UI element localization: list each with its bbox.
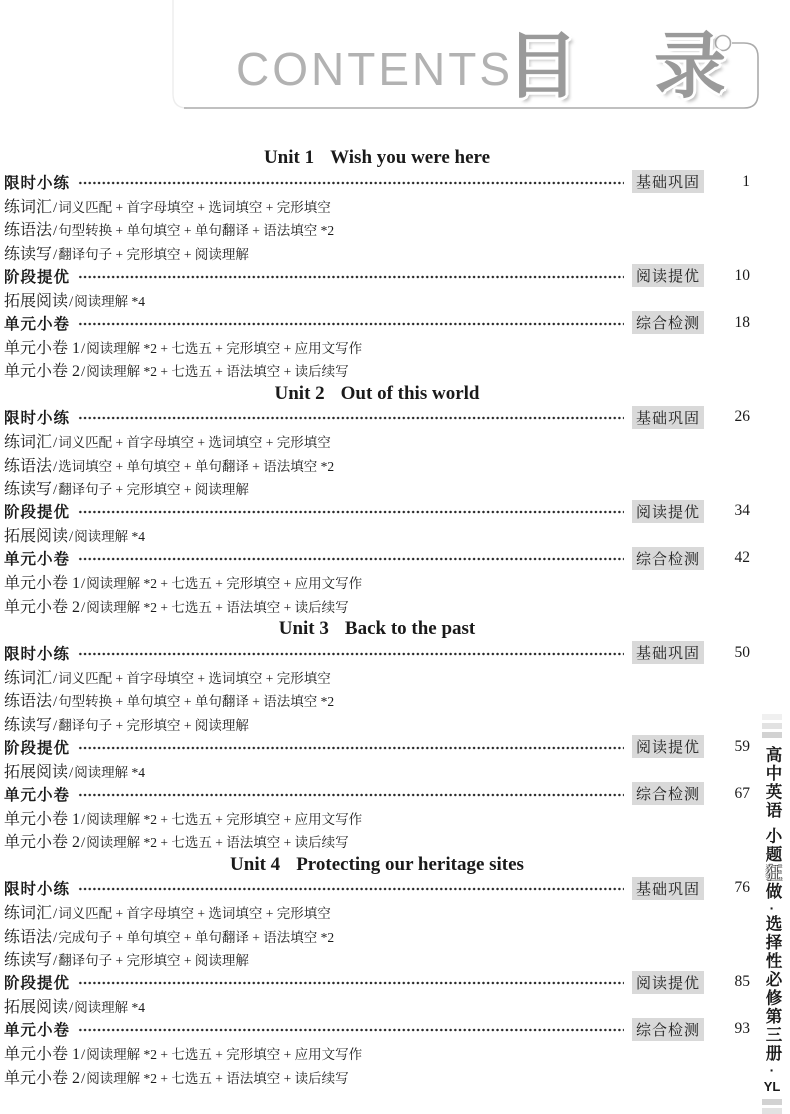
- subentry-slash: /: [81, 835, 86, 851]
- unit-block-4: [4, 853, 750, 1089]
- entry-label: 单元小卷: [4, 551, 71, 569]
- entry-page-number: 59: [734, 737, 750, 755]
- subentry-label: 练读写: [4, 481, 53, 498]
- toc-subentry: [4, 570, 750, 594]
- subentry-description: 词义匹配 + 首字母填空 + 选词填空 + 完形填空: [58, 435, 331, 450]
- entry-label: 限时小练: [4, 174, 71, 192]
- subentry-label: 拓展阅读: [4, 763, 69, 781]
- dotted-leader: [78, 317, 624, 331]
- entry-page-number: 67: [734, 784, 750, 802]
- toc-subentry: [4, 759, 750, 783]
- subentry-label: 练读写: [4, 245, 53, 263]
- toc-subentry: [4, 806, 750, 830]
- toc-subentry: [4, 453, 750, 477]
- tab-bar: [762, 1108, 782, 1114]
- subentry-description: 选词填空 + 单句填空 + 单句翻译 + 语法填空 *2: [58, 458, 335, 474]
- spine-separator-dot: ·: [769, 900, 775, 916]
- toc-subentry: [4, 288, 750, 312]
- subentry-label: 单元小卷 2: [4, 834, 81, 851]
- dotted-leader: [78, 741, 624, 755]
- toc-subentry: [4, 594, 750, 618]
- subentry-slash: /: [53, 482, 58, 498]
- subentry-slash: /: [69, 529, 74, 545]
- subentry-description: 完成句子 + 单句填空 + 单句翻译 + 语法填空 *2: [58, 929, 335, 945]
- subentry-label: 练词汇: [4, 198, 53, 216]
- entry-label: 阶段提优: [4, 504, 71, 522]
- subentry-label: 练读写: [4, 952, 53, 969]
- toc-entry: [4, 641, 750, 665]
- entry-page-number: 76: [734, 879, 750, 897]
- subentry-label: 练语法: [4, 928, 53, 946]
- subentry-description: 阅读理解 *2 + 七选五 + 语法填空 + 读后续写: [86, 364, 349, 379]
- toc-subentry: [4, 947, 750, 971]
- subentry-description: 阅读理解 *2 + 七选五 + 完形填空 + 应用文写作: [86, 340, 363, 356]
- entry-page-number: 10: [734, 266, 750, 284]
- toc-subentry: [4, 476, 750, 500]
- entry-label: 阶段提优: [4, 268, 71, 286]
- toc-entry: [4, 547, 750, 571]
- entry-page-number: 93: [734, 1020, 750, 1038]
- toc-subentry: [4, 429, 750, 453]
- subentry-label: 练词汇: [4, 669, 53, 687]
- subentry-label: 单元小卷 1: [4, 810, 81, 828]
- subentry-slash: /: [53, 953, 58, 969]
- toc-subentry: [4, 1041, 750, 1065]
- subentry-slash: /: [53, 929, 58, 946]
- subentry-slash: /: [53, 223, 58, 239]
- entry-tag: 综合检测: [632, 782, 704, 805]
- entry-page-number: 18: [734, 313, 750, 331]
- toc-subentry: [4, 688, 750, 712]
- subentry-description: 阅读理解 *2 + 七选五 + 语法填空 + 读后续写: [86, 599, 349, 615]
- unit-heading: [4, 382, 750, 406]
- tab-bar: [762, 1099, 782, 1105]
- subentry-description: 翻译句子 + 完形填空 + 阅读理解: [58, 717, 249, 733]
- unit-number: Unit 4: [230, 853, 281, 875]
- dotted-leader: [78, 976, 624, 990]
- toc-subentry: [4, 241, 750, 265]
- entry-label: 阶段提优: [4, 975, 71, 993]
- subentry-description: 阅读理解 *4: [74, 293, 146, 309]
- dotted-leader: [78, 270, 624, 284]
- entry-tag: 阅读提优: [632, 971, 704, 994]
- toc-entry: [4, 500, 750, 524]
- spine-series-name: 高中英语: [763, 746, 781, 820]
- subentry-slash: /: [81, 1047, 86, 1063]
- subentry-slash: /: [53, 199, 58, 216]
- toc-subentry: [4, 924, 750, 948]
- page-header: [0, 0, 790, 118]
- entry-page-number: 42: [734, 549, 750, 567]
- subentry-label: 单元小卷 1: [4, 339, 81, 357]
- toc-subentry: [4, 900, 750, 924]
- unit-heading: [4, 617, 750, 641]
- subentry-slash: /: [53, 458, 58, 475]
- subentry-slash: /: [81, 1070, 86, 1087]
- spine-edition-code: YL: [763, 1079, 781, 1094]
- spine-separator-dot: ·: [769, 1062, 775, 1078]
- unit-title: Back to the past: [344, 618, 476, 639]
- entry-tag: 阅读提优: [632, 735, 704, 758]
- subentry-slash: /: [53, 670, 58, 687]
- subentry-slash: /: [53, 435, 58, 451]
- toc-subentry: [4, 194, 750, 218]
- subentry-label: 拓展阅读: [4, 528, 69, 545]
- toc-subentry: [4, 217, 750, 241]
- entry-page-number: 34: [734, 502, 750, 520]
- entry-label: 限时小练: [4, 410, 71, 428]
- subentry-label: 练词汇: [4, 905, 53, 922]
- toc-subentry: [4, 994, 750, 1018]
- spine-volume-name: 选择性必修第三册: [763, 915, 781, 1063]
- unit-number: Unit 3: [278, 618, 329, 639]
- toc-subentry: [4, 335, 750, 359]
- subentry-label: 练语法: [4, 222, 53, 239]
- toc-subentry: [4, 712, 750, 736]
- dotted-leader: [78, 411, 624, 425]
- subentry-label: 单元小卷 2: [4, 1069, 81, 1087]
- tab-bar: [762, 714, 782, 720]
- toc-entry: [4, 264, 750, 288]
- unit-block-1: [4, 146, 750, 382]
- contents-title-en: CONTENTS: [236, 43, 513, 95]
- entry-tag: 综合检测: [632, 1018, 704, 1041]
- subentry-label: 练词汇: [4, 434, 53, 451]
- contents-title-cn: 目 录: [506, 27, 755, 107]
- entry-label: 单元小卷: [4, 786, 71, 804]
- subentry-slash: /: [81, 599, 86, 616]
- entry-tag: 基础巩固: [632, 877, 704, 900]
- subentry-description: 阅读理解 *2 + 七选五 + 完形填空 + 应用文写作: [86, 1047, 363, 1062]
- subentry-label: 练语法: [4, 693, 53, 710]
- spine-brand-name: 小题狂做: [763, 827, 781, 901]
- subentry-description: 阅读理解 *2 + 七选五 + 语法填空 + 读后续写: [86, 1070, 349, 1086]
- toc-list: [4, 108, 750, 1088]
- entry-label: 阶段提优: [4, 739, 71, 757]
- dotted-leader: [78, 1023, 624, 1037]
- subentry-label: 拓展阅读: [4, 999, 69, 1016]
- entry-tag: 基础巩固: [632, 641, 704, 664]
- unit-title: Out of this world: [340, 382, 480, 404]
- toc-subentry: [4, 358, 750, 382]
- subentry-slash: /: [53, 906, 58, 922]
- subentry-description: 阅读理解 *2 + 七选五 + 完形填空 + 应用文写作: [86, 811, 363, 827]
- toc-subentry: [4, 829, 750, 853]
- subentry-description: 句型转换 + 单句填空 + 单句翻译 + 语法填空 *2: [58, 223, 335, 238]
- unit-title: Wish you were here: [330, 147, 491, 168]
- subentry-description: 词义匹配 + 首字母填空 + 选词填空 + 完形填空: [58, 906, 331, 921]
- entry-label: 单元小卷: [4, 315, 71, 333]
- unit-block-2: [4, 382, 750, 618]
- subentry-label: 单元小卷 2: [4, 363, 81, 380]
- unit-block-3: [4, 617, 750, 853]
- subentry-description: 翻译句子 + 完形填空 + 阅读理解: [58, 482, 249, 497]
- entry-tag: 基础巩固: [632, 170, 704, 193]
- entry-tag: 综合检测: [632, 311, 704, 334]
- entry-label: 限时小练: [4, 645, 71, 663]
- entry-tag: 基础巩固: [632, 406, 704, 429]
- entry-page-number: 1: [742, 172, 750, 190]
- subentry-description: 词义匹配 + 首字母填空 + 选词填空 + 完形填空: [58, 199, 331, 215]
- subentry-label: 单元小卷 1: [4, 575, 81, 592]
- unit-number: Unit 2: [274, 382, 325, 404]
- toc-subentry: [4, 523, 750, 547]
- toc-entry: [4, 406, 750, 430]
- dotted-leader: [78, 647, 624, 661]
- unit-number: Unit 1: [263, 147, 315, 168]
- entry-page-number: 50: [734, 643, 750, 661]
- entry-label: 单元小卷: [4, 1022, 71, 1040]
- dotted-leader: [78, 788, 624, 802]
- toc-entry: [4, 735, 750, 759]
- subentry-label: 单元小卷 2: [4, 598, 81, 616]
- subentry-description: 词义匹配 + 首字母填空 + 选词填空 + 完形填空: [58, 670, 331, 686]
- entry-label: 限时小练: [4, 881, 71, 899]
- subentry-slash: /: [69, 764, 74, 781]
- stylized-brand-char: 狂: [763, 864, 781, 883]
- entry-tag: 综合检测: [632, 547, 704, 570]
- toc-entry: [4, 782, 750, 806]
- toc-subentry: [4, 665, 750, 689]
- dotted-leader: [78, 176, 624, 190]
- subentry-label: 练语法: [4, 457, 53, 475]
- tab-bar: [762, 732, 782, 738]
- subentry-slash: /: [53, 246, 58, 263]
- entry-page-number: 85: [734, 973, 750, 991]
- subentry-description: 阅读理解 *4: [74, 1000, 146, 1015]
- toc-entry: [4, 311, 750, 335]
- toc-entry: [4, 1018, 750, 1042]
- dotted-leader: [78, 505, 624, 519]
- entry-tag: 阅读提优: [632, 500, 704, 523]
- unit-title: Protecting our heritage sites: [296, 853, 524, 875]
- subentry-label: 单元小卷 1: [4, 1046, 81, 1063]
- subentry-slash: /: [81, 576, 86, 592]
- subentry-description: 阅读理解 *2 + 七选五 + 完形填空 + 应用文写作: [86, 576, 363, 591]
- subentry-description: 翻译句子 + 完形填空 + 阅读理解: [58, 246, 249, 262]
- subentry-label: 练读写: [4, 716, 53, 734]
- unit-heading: [4, 146, 750, 170]
- subentry-slash: /: [81, 811, 86, 828]
- toc-entry: [4, 971, 750, 995]
- subentry-description: 翻译句子 + 完形填空 + 阅读理解: [58, 953, 249, 968]
- tab-marks-top: [762, 712, 782, 739]
- subentry-description: 阅读理解 *4: [74, 764, 146, 780]
- unit-heading: [4, 853, 750, 877]
- toc-entry: [4, 170, 750, 194]
- book-spine-tab: [756, 712, 788, 1114]
- subentry-label: 拓展阅读: [4, 292, 69, 310]
- tab-bar: [762, 723, 782, 729]
- subentry-slash: /: [53, 717, 58, 734]
- subentry-slash: /: [53, 694, 58, 710]
- toc-entry: [4, 877, 750, 901]
- dotted-leader: [78, 552, 624, 566]
- subentry-slash: /: [69, 293, 74, 310]
- subentry-slash: /: [81, 364, 86, 380]
- subentry-slash: /: [69, 1000, 74, 1016]
- subentry-description: 句型转换 + 单句填空 + 单句翻译 + 语法填空 *2: [58, 694, 335, 709]
- entry-tag: 阅读提优: [632, 264, 704, 287]
- entry-page-number: 26: [734, 408, 750, 426]
- subentry-slash: /: [81, 340, 86, 357]
- toc-subentry: [4, 1065, 750, 1089]
- tab-marks-bottom: [762, 1097, 782, 1114]
- subentry-description: 阅读理解 *4: [74, 529, 146, 544]
- dotted-leader: [78, 882, 624, 896]
- subentry-description: 阅读理解 *2 + 七选五 + 语法填空 + 读后续写: [86, 835, 349, 850]
